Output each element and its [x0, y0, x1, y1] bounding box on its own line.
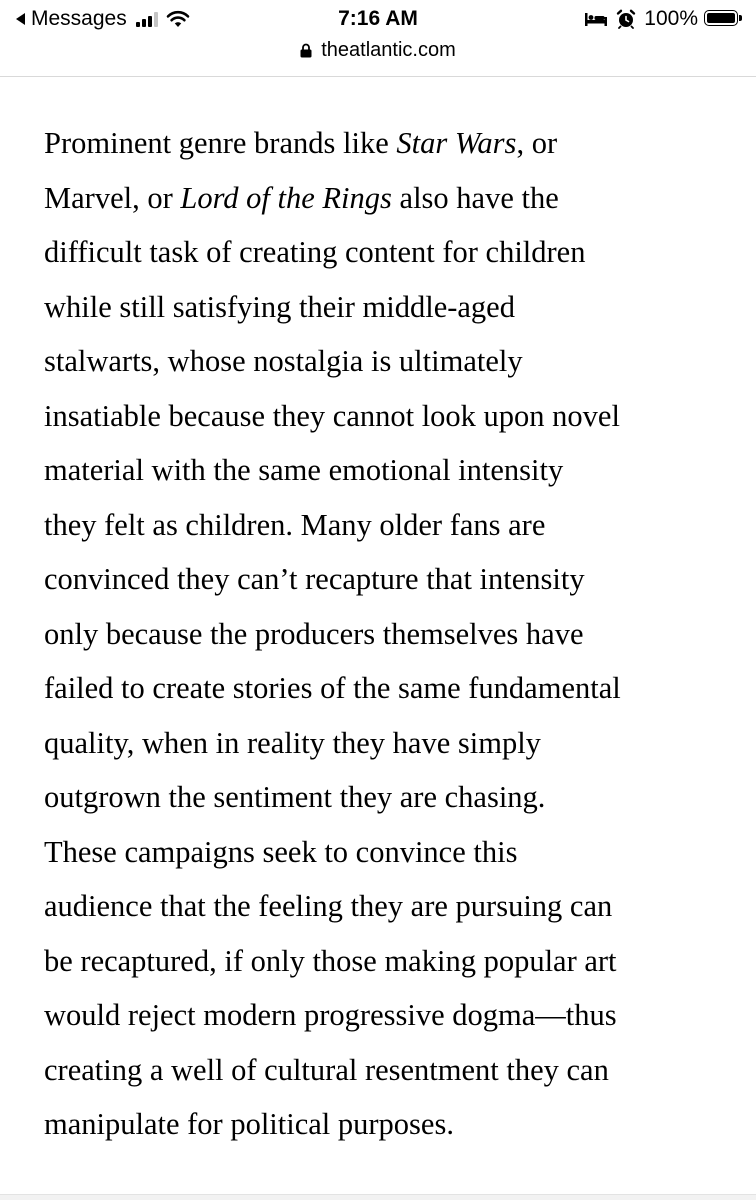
- bed-icon: [584, 11, 608, 27]
- status-bar: [0, 0, 756, 38]
- article-text: also have the: [391, 180, 559, 215]
- back-to-app-label: Messages: [31, 7, 127, 30]
- alarm-clock-icon: [616, 9, 636, 29]
- article-line: [44, 443, 744, 498]
- toolbar-divider: [0, 76, 756, 77]
- article-title-italic: Star Wars: [396, 126, 517, 160]
- article-text: audience that the feeling they are pursuing can: [44, 889, 613, 923]
- battery-body: [704, 10, 738, 26]
- article-line: [44, 498, 744, 553]
- article-line: [44, 552, 744, 607]
- article-line: [44, 1097, 744, 1152]
- article-text: failed to create stories of the same fundamental: [44, 671, 621, 705]
- article-line: [44, 607, 744, 662]
- battery-icon: [704, 10, 744, 28]
- battery-percentage: 100%: [644, 7, 698, 30]
- bottom-divider: [0, 1194, 756, 1200]
- article-line: [44, 225, 744, 280]
- url-domain[interactable]: theatlantic.com: [321, 38, 456, 61]
- article-line: [44, 661, 744, 716]
- article-text: difficult task of creating content for children: [44, 235, 586, 269]
- article-line: [44, 988, 744, 1043]
- article-text: would reject modern progressive dogma—thus: [44, 998, 617, 1032]
- article-line: [44, 934, 744, 989]
- status-time: 7:16 AM: [338, 7, 418, 30]
- article-line: [44, 116, 744, 171]
- article-line: [44, 389, 744, 444]
- article-text: , or: [516, 126, 558, 160]
- article-text: These campaigns seek to convince this: [44, 834, 518, 869]
- article-text: Prominent genre brands like: [44, 126, 397, 160]
- article-text: insatiable because they cannot look upon novel: [44, 398, 620, 433]
- article-text: material with the same emotional intensity: [44, 453, 564, 487]
- article-text: outgrown the sentiment they are chasing.: [44, 780, 546, 814]
- article-title-italic: Lord of the Rings: [180, 180, 392, 215]
- article-line: [44, 280, 744, 335]
- article-text: be recaptured, if only those making popular art: [44, 943, 617, 978]
- article-text: convinced they can’t recapture that intensity: [44, 562, 585, 596]
- article-text: creating a well of cultural resentment they can: [44, 1052, 609, 1087]
- battery-level-fill: [707, 13, 735, 23]
- article-line: [44, 1043, 744, 1098]
- article-line: [44, 879, 744, 934]
- article-line: [44, 334, 744, 389]
- article-text: Marvel, or: [44, 180, 181, 215]
- article-line: [44, 770, 744, 825]
- article-line: [44, 825, 744, 880]
- article-text: stalwarts, whose nostalgia is ultimately: [44, 344, 523, 378]
- lock-icon: [300, 43, 312, 58]
- article-text: manipulate for political purposes.: [44, 1107, 454, 1141]
- article-paragraph: [44, 116, 744, 1152]
- article-text: quality, when in reality they have simply: [44, 725, 541, 760]
- address-bar[interactable]: [0, 34, 756, 66]
- article-text: while still satisfying their middle-aged: [44, 289, 515, 324]
- article-text: only because the producers themselves have: [44, 616, 584, 651]
- article-line: [44, 171, 744, 226]
- article-text: they felt as children. Many older fans are: [44, 507, 546, 542]
- battery-cap: [739, 15, 742, 21]
- status-indicators: [584, 7, 744, 31]
- article-line: [44, 716, 744, 771]
